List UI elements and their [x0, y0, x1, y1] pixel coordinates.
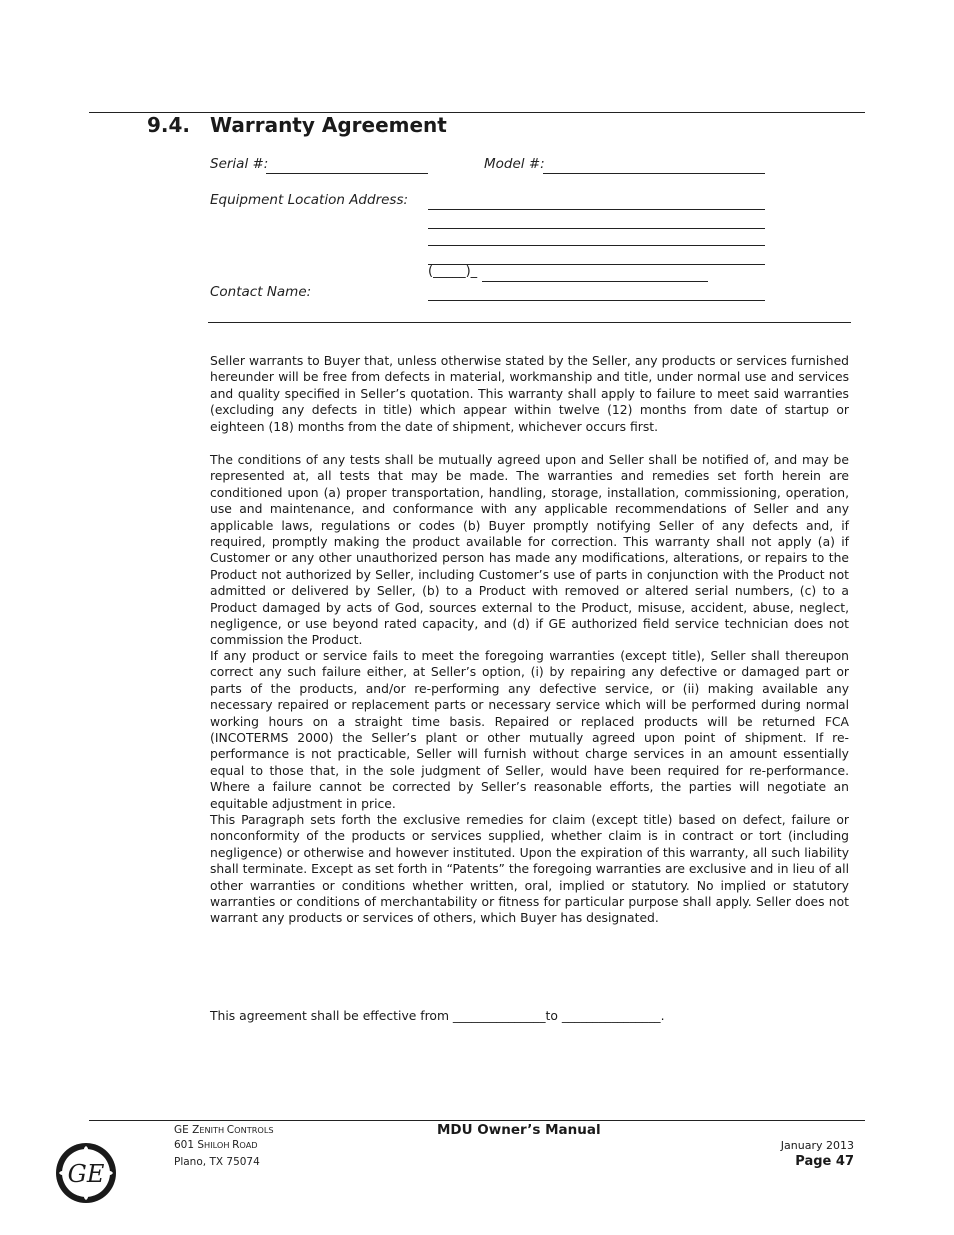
footer-street-address: 601 SHILOH ROAD: [174, 1139, 258, 1151]
form-bottom-rule: [208, 322, 851, 323]
address-field-line-2[interactable]: [428, 228, 765, 229]
section-number: 9.4.: [147, 113, 191, 137]
address-field-line-3[interactable]: [428, 245, 765, 246]
footer-rule: [89, 1120, 865, 1121]
serial-field[interactable]: [266, 173, 428, 174]
model-label: Model #:: [484, 156, 545, 172]
phone-prefix: (_____)_: [428, 264, 478, 279]
ge-logo-icon: [55, 1142, 117, 1204]
footer-page-number: Page 47: [795, 1154, 854, 1169]
warranty-paragraph-3: If any product or service fails to meet the foregoing warranties (except title), Seller shall thereupon correct any such failure either, at Seller’s option, (i) by repairing any defective or damaged part or parts of the products, and/or re-performing any defective service, or (ii) making available any necessary repaired or replacement parts or necessary service which will be performed during normal working hours on a straight time basis. Repaired or replaced products will be returned FCA (INCOTERMS 2000) the Seller’s plant or other mutually agreed upon point of shipment. If re-performance is not practicable, Seller will furnish without charge services in an amount essentially equal to those that, in the sole judgment of Seller, would have been required for re-performance. Where a failure cannot be corrected by Seller’s reasonable efforts, the parties will negotiate an equitable adjustment in price.: [210, 649, 849, 811]
address-label: Equipment Location Address:: [210, 192, 409, 208]
footer-date: January 2013: [780, 1139, 854, 1152]
contact-label: Contact Name:: [210, 284, 312, 300]
warranty-paragraph-2: The conditions of any tests shall be mutually agreed upon and Seller shall be notified of, and may be represented at, all tests that may be made. The warranties and remedies set forth herein are conditioned upon (a) proper transportation, handling, storage, installation, commissioning, operation, use and maintenance, and conformance with any applicable recommendations of Seller and any applicable laws, regulations or codes (b) Buyer promptly notifying Seller of any defects and, if required, promptly making the product available for correction. This warranty shall not apply (a) if Customer or any other unauthorized person has made any modifications, alterations, or repairs to the Product not authorized by Seller, including Customer’s use of parts in conjunction with the Product not admitted or delivered by Seller, (b) to a Product with removed or altered serial numbers, (c) to a Product damaged by acts of God, sources external to the Product, misuse, accident, abuse, neglect, negligence, or use beyond rated capacity, and (d) if GE authorized field service technician does not commission the Product.: [210, 453, 849, 648]
section-title: Warranty Agreement: [210, 113, 447, 137]
warranty-paragraph-1: Seller warrants to Buyer that, unless otherwise stated by the Seller, any products or services furnished hereunder will be free from defects in material, workmanship and title, under normal use and services and quality specified in Seller’s quotation. This warranty shall apply to failure to meet said warranties (excluding any defects in title) which appear within twelve (12) months from date of startup or eighteen (18) months from the date of shipment, whichever occurs first.: [210, 354, 849, 434]
footer-manual-title: MDU Owner’s Manual: [437, 1122, 601, 1138]
footer-city: Plano, TX 75074: [174, 1156, 260, 1168]
header-rule: [89, 112, 865, 113]
warranty-paragraph-4: This Paragraph sets forth the exclusive remedies for claim (except title) based on defect, failure or nonconformity of the products or services supplied, whether claim is in contract or tort (including negligence) or otherwise and however instituted. Upon the expiration of this warranty, all such liability shall terminate. Except as set forth in “Patents” the foregoing warranties are exclusive and in lieu of all other warranties or conditions whether written, oral, implied or statutory. No implied or statutory warranties or conditions of merchantability or fitness for particular purpose shall apply. Seller does not warrant any products or services of others, which Buyer has designated.: [210, 813, 849, 926]
address-field-line-1[interactable]: [428, 209, 765, 210]
contact-field[interactable]: [428, 300, 765, 301]
serial-label: Serial #:: [210, 156, 269, 172]
phone-field[interactable]: [482, 281, 708, 282]
address-field-line-4[interactable]: [428, 264, 765, 265]
model-field[interactable]: [543, 173, 765, 174]
effective-date-line: This agreement shall be effective from _______________to ________________.: [210, 1009, 665, 1023]
footer-company-name: GE ZENITH CONTROLS: [174, 1124, 274, 1136]
svg-text:GE: GE: [67, 1160, 105, 1188]
